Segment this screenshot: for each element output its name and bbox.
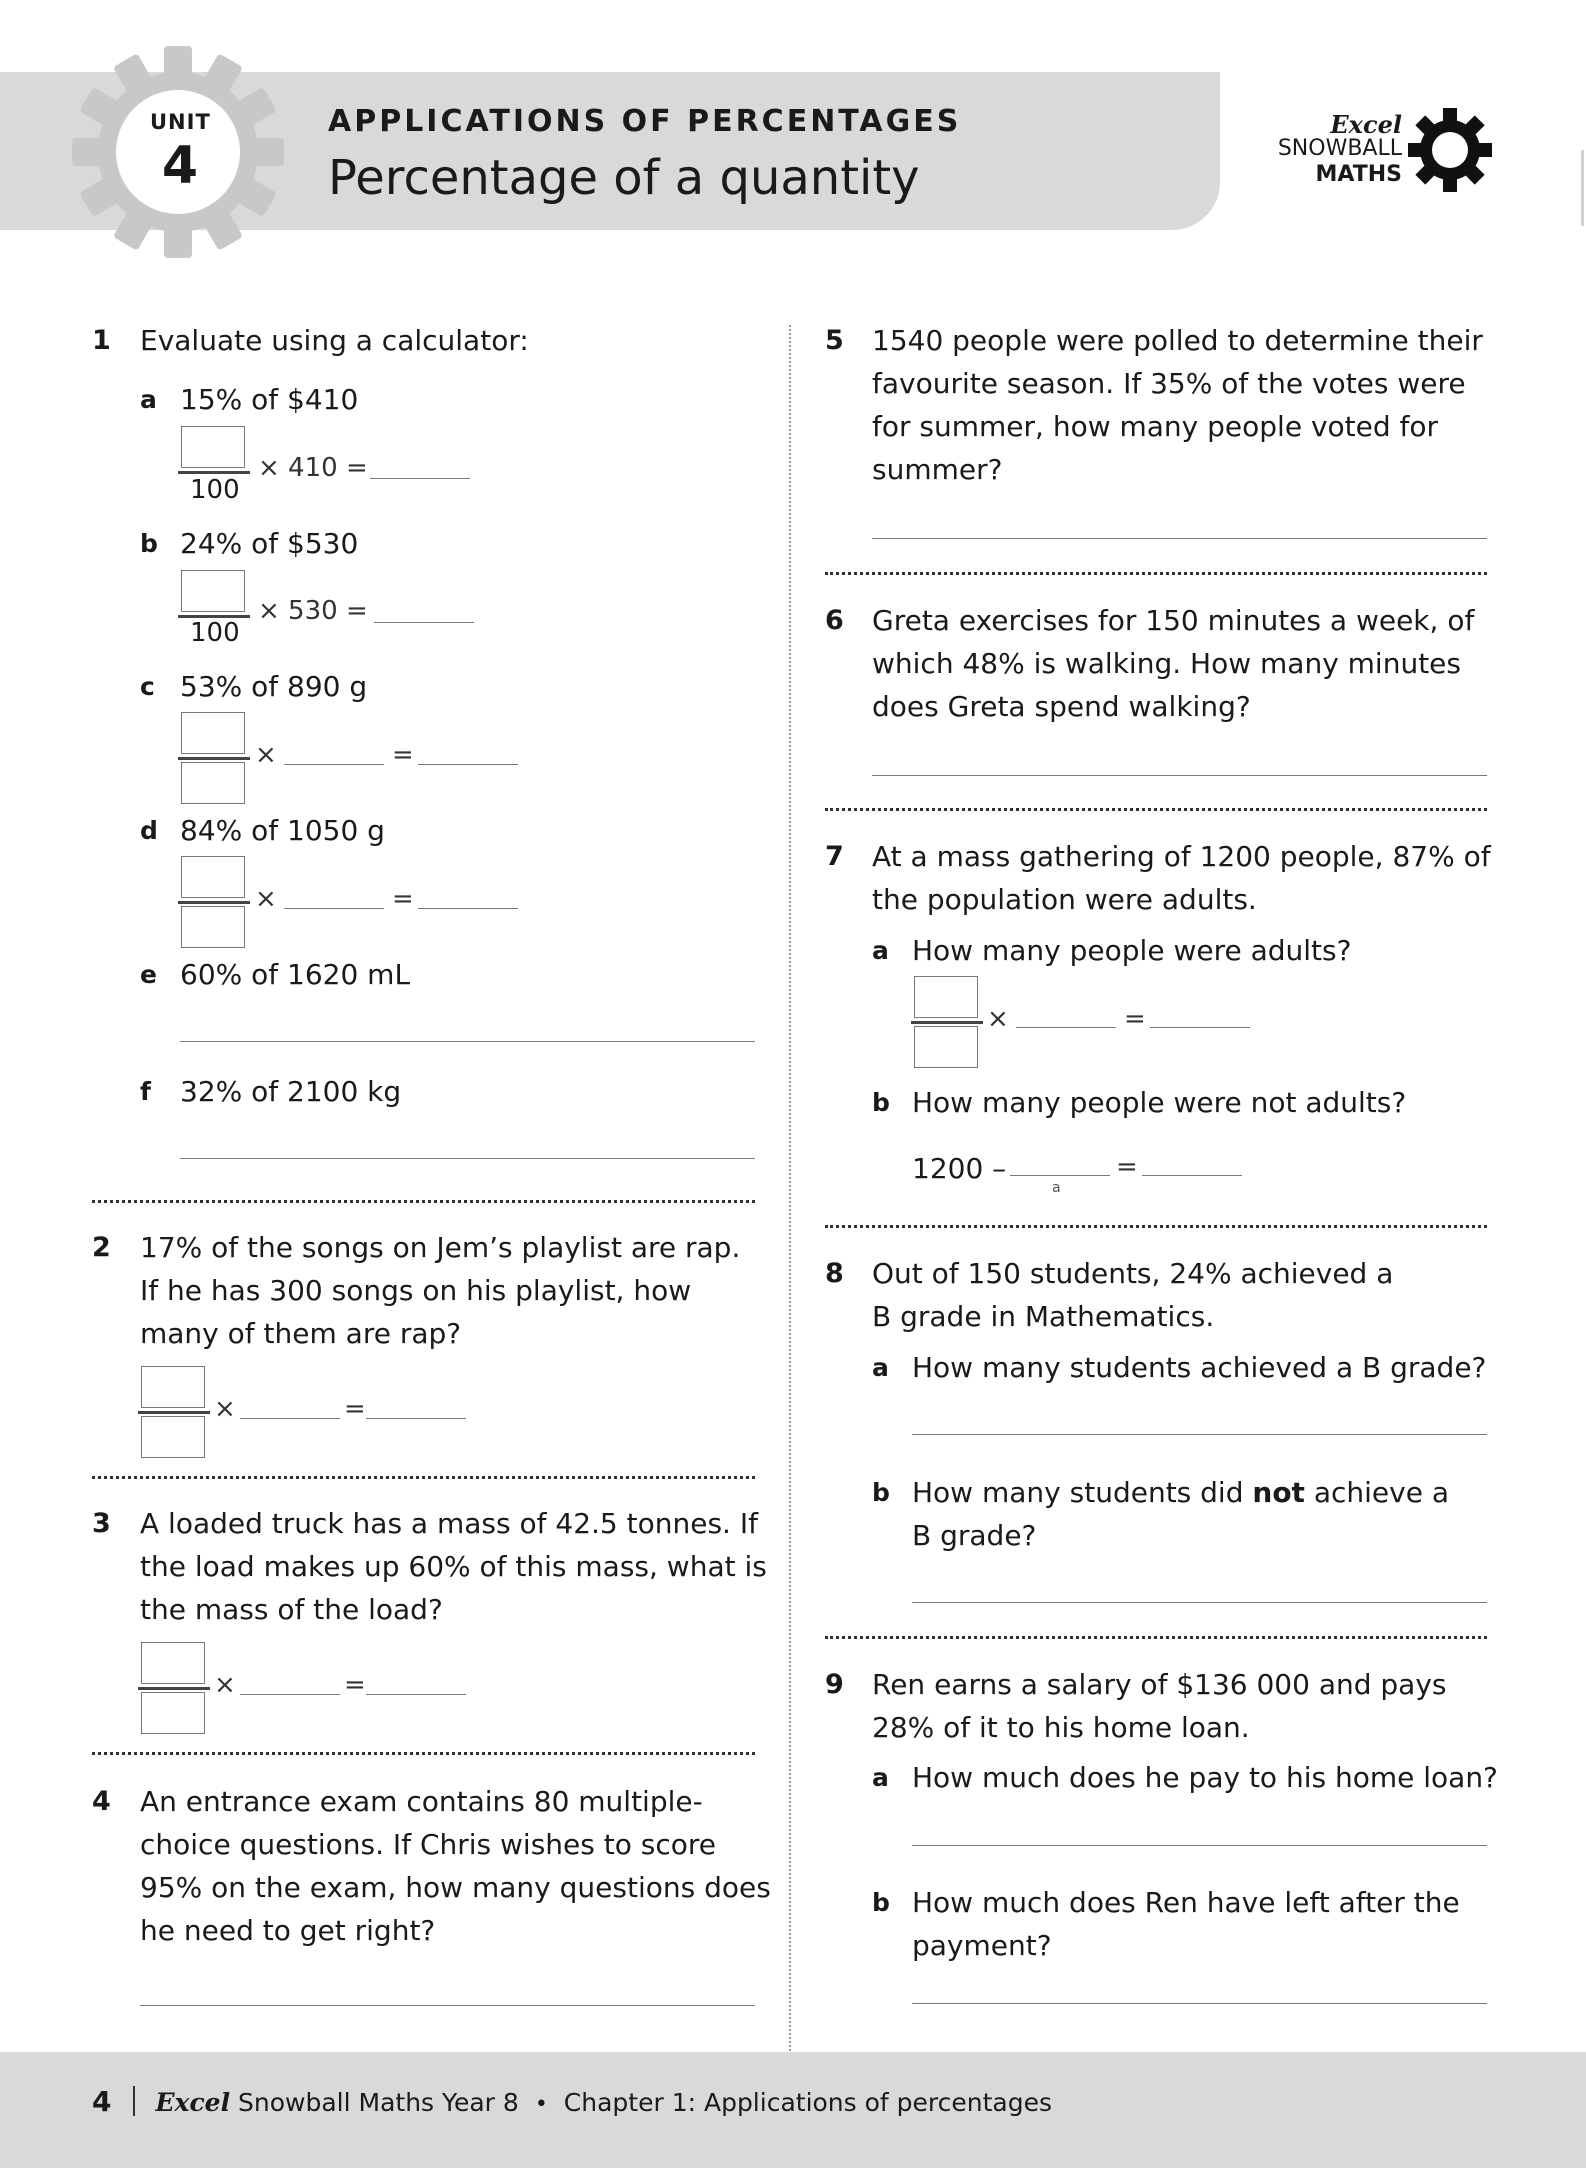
q1b-denominator: 100	[190, 618, 240, 648]
question-separator	[825, 1636, 1487, 1639]
q1b-answer-line[interactable]	[374, 622, 474, 623]
q1f-text: 32% of 2100 kg	[180, 1075, 402, 1108]
q3-number: 3	[92, 1508, 111, 1539]
footer-brand: Excel	[155, 2088, 231, 2117]
fraction-bar	[911, 1021, 983, 1024]
q6-line-2: which 48% is walking. How many minutes	[872, 647, 1461, 680]
q7b-expression: 1200 –	[912, 1152, 1007, 1185]
q3-answer-line[interactable]	[366, 1694, 466, 1695]
q7a-value-line[interactable]	[1016, 1027, 1116, 1028]
q8-line-1: Out of 150 students, 24% achieved a	[872, 1257, 1394, 1290]
q3-numerator-box[interactable]	[141, 1642, 205, 1684]
q9-number: 9	[825, 1669, 844, 1700]
q3-line-3: the mass of the load?	[140, 1593, 443, 1626]
q1d-text: 84% of 1050 g	[180, 814, 385, 847]
fraction-bar	[178, 471, 250, 474]
page-title: Percentage of a quantity	[328, 150, 920, 206]
question-separator	[92, 1476, 755, 1479]
q3-value-line[interactable]	[240, 1694, 340, 1695]
q5-line-3: for summer, how many people voted for	[872, 410, 1439, 443]
q7a-label: a	[872, 936, 889, 965]
q4-line-3: 95% on the exam, how many questions does	[140, 1871, 771, 1904]
q9b-answer-line[interactable]	[912, 2003, 1487, 2004]
q8b-line-1	[912, 1471, 1449, 1514]
q1d-answer-line[interactable]	[418, 908, 518, 909]
q8b-label: b	[872, 1478, 890, 1507]
fraction-bar	[138, 1411, 210, 1414]
q9b-line-1: How much does Ren have left after the	[912, 1886, 1460, 1919]
fraction-bar	[178, 901, 250, 904]
q1c-value-line[interactable]	[284, 764, 384, 765]
page-number: 4	[92, 2085, 112, 2118]
unit-number: 4	[161, 136, 199, 196]
q1c-answer-line[interactable]	[418, 764, 518, 765]
q1e-label: e	[140, 960, 157, 989]
q2-answer-line[interactable]	[366, 1418, 466, 1419]
q1c-text: 53% of 890 g	[180, 670, 368, 703]
q8b-answer-line[interactable]	[912, 1602, 1487, 1603]
q5-line-2: favourite season. If 35% of the votes were	[872, 367, 1466, 400]
q1a-numerator-box[interactable]	[181, 426, 245, 468]
q1a-denominator: 100	[190, 475, 240, 505]
q2-line-2: If he has 300 songs on his playlist, how	[140, 1274, 692, 1307]
brand-snowball: SNOWBALL	[1277, 136, 1402, 161]
q1a-text: 15% of $410	[180, 383, 359, 416]
snowball-logo-icon	[1408, 108, 1492, 192]
q1c-label: c	[140, 672, 155, 701]
question-separator	[92, 1200, 755, 1203]
q4-number: 4	[92, 1786, 111, 1817]
section-kicker: APPLICATIONS OF PERCENTAGES	[328, 104, 962, 139]
q4-line-1: An entrance exam contains 80 multiple-	[140, 1785, 703, 1818]
q5-number: 5	[825, 325, 844, 356]
q1c-numerator-box[interactable]	[181, 712, 245, 754]
q9a-label: a	[872, 1763, 889, 1792]
equals-sign: =	[392, 740, 414, 770]
q5-line-1: 1540 people were polled to determine their	[872, 324, 1483, 357]
q6-line-1: Greta exercises for 150 minutes a week, of	[872, 604, 1475, 637]
q1e-text: 60% of 1620 mL	[180, 958, 411, 991]
footer-chapter: Chapter 1: Applications of percentages	[563, 2088, 1053, 2117]
times-sign: ×	[214, 1670, 236, 1700]
q4-line-2: choice questions. If Chris wishes to score	[140, 1828, 716, 1861]
q8b-line-2: B grade?	[912, 1519, 1037, 1552]
q5-answer-line[interactable]	[872, 538, 1487, 539]
q3-denominator-box[interactable]	[141, 1692, 205, 1734]
q8a-text: How many students achieved a B grade?	[912, 1351, 1487, 1384]
q1a-expression: × 410 =	[258, 453, 368, 483]
q2-line-3: many of them are rap?	[140, 1317, 462, 1350]
q1d-value-line[interactable]	[284, 908, 384, 909]
q2-value-line[interactable]	[240, 1418, 340, 1419]
q1f-label: f	[140, 1077, 151, 1106]
q1d-label: d	[140, 816, 158, 845]
times-sign: ×	[255, 740, 277, 770]
times-sign: ×	[214, 1394, 236, 1424]
page-edge-mark	[1581, 150, 1584, 226]
footer	[92, 2085, 1052, 2118]
q1b-label: b	[140, 529, 158, 558]
times-sign: ×	[255, 884, 277, 914]
q3-line-2: the load makes up 60% of this mass, what is	[140, 1550, 767, 1583]
q1c-denominator-box[interactable]	[181, 762, 245, 804]
q7a-answer-line[interactable]	[1150, 1027, 1250, 1028]
q8b-text-post: achieve a	[1304, 1476, 1450, 1509]
footer-book-title: Snowball Maths Year 8	[230, 2088, 519, 2117]
q7b-hint: a	[1052, 1180, 1061, 1196]
equals-sign: =	[1124, 1004, 1146, 1034]
q1b-numerator-box[interactable]	[181, 570, 245, 612]
q7b-text: How many people were not adults?	[912, 1086, 1407, 1119]
times-sign: ×	[987, 1004, 1009, 1034]
q7b-label: b	[872, 1088, 890, 1117]
footer-divider	[133, 2086, 135, 2116]
equals-sign: =	[344, 1394, 366, 1424]
q1a-label: a	[140, 385, 157, 414]
q7a-text: How many people were adults?	[912, 934, 1352, 967]
unit-label: UNIT	[150, 110, 211, 134]
q1f-answer-line[interactable]	[180, 1158, 755, 1159]
q1d-denominator-box[interactable]	[181, 906, 245, 948]
q3-line-1: A loaded truck has a mass of 42.5 tonnes. If	[140, 1507, 758, 1540]
q1a-answer-line[interactable]	[370, 478, 470, 479]
q1-text: Evaluate using a calculator:	[140, 324, 529, 357]
q4-line-4: he need to get right?	[140, 1914, 436, 1947]
q9-line-1: Ren earns a salary of $136 000 and pays	[872, 1668, 1447, 1701]
q9a-text: How much does he pay to his home loan?	[912, 1761, 1498, 1794]
q1b-expression: × 530 =	[258, 596, 368, 626]
q2-number: 2	[92, 1232, 111, 1263]
q1e-answer-line[interactable]	[180, 1041, 755, 1042]
q6-number: 6	[825, 605, 844, 636]
q9b-line-2: payment?	[912, 1929, 1052, 1962]
q7a-denominator-box[interactable]	[914, 1026, 978, 1068]
question-separator	[825, 572, 1487, 575]
q2-denominator-box[interactable]	[141, 1416, 205, 1458]
q8b-text-bold: not	[1252, 1476, 1305, 1509]
q6-line-3: does Greta spend walking?	[872, 690, 1251, 723]
q8a-label: a	[872, 1353, 889, 1382]
fraction-bar	[138, 1687, 210, 1690]
q9-line-2: 28% of it to his home loan.	[872, 1711, 1250, 1744]
q8-line-2: B grade in Mathematics.	[872, 1300, 1215, 1333]
q1d-numerator-box[interactable]	[181, 856, 245, 898]
question-separator	[825, 808, 1487, 811]
q8a-answer-line[interactable]	[912, 1434, 1487, 1435]
q2-line-1: 17% of the songs on Jem’s playlist are rap.	[140, 1231, 741, 1264]
q7a-numerator-box[interactable]	[914, 976, 978, 1018]
footer-bullet: •	[534, 2092, 548, 2117]
q8b-text-pre: How many students did	[912, 1476, 1253, 1509]
q7b-answer-line[interactable]	[1142, 1175, 1242, 1176]
q1b-text: 24% of $530	[180, 527, 359, 560]
question-separator	[92, 1752, 755, 1755]
brand-excel: Excel	[1330, 110, 1402, 139]
equals-sign: =	[1116, 1152, 1138, 1182]
q7-line-2: the population were adults.	[872, 883, 1257, 916]
q6-answer-line[interactable]	[872, 775, 1487, 776]
q9b-label: b	[872, 1888, 890, 1917]
fraction-bar	[178, 757, 250, 760]
brand-maths: MATHS	[1315, 162, 1402, 187]
q7-line-1: At a mass gathering of 1200 people, 87% of	[872, 840, 1491, 873]
q1-number: 1	[92, 325, 111, 356]
q7-number: 7	[825, 841, 844, 872]
equals-sign: =	[344, 1670, 366, 1700]
question-separator	[825, 1225, 1487, 1228]
q7b-value-line[interactable]	[1010, 1175, 1110, 1176]
q4-answer-line[interactable]	[140, 2005, 755, 2006]
q8-number: 8	[825, 1258, 844, 1289]
q2-numerator-box[interactable]	[141, 1366, 205, 1408]
q9a-answer-line[interactable]	[912, 1845, 1487, 1846]
q5-line-4: summer?	[872, 453, 1003, 486]
equals-sign: =	[392, 884, 414, 914]
column-divider	[789, 325, 791, 2055]
